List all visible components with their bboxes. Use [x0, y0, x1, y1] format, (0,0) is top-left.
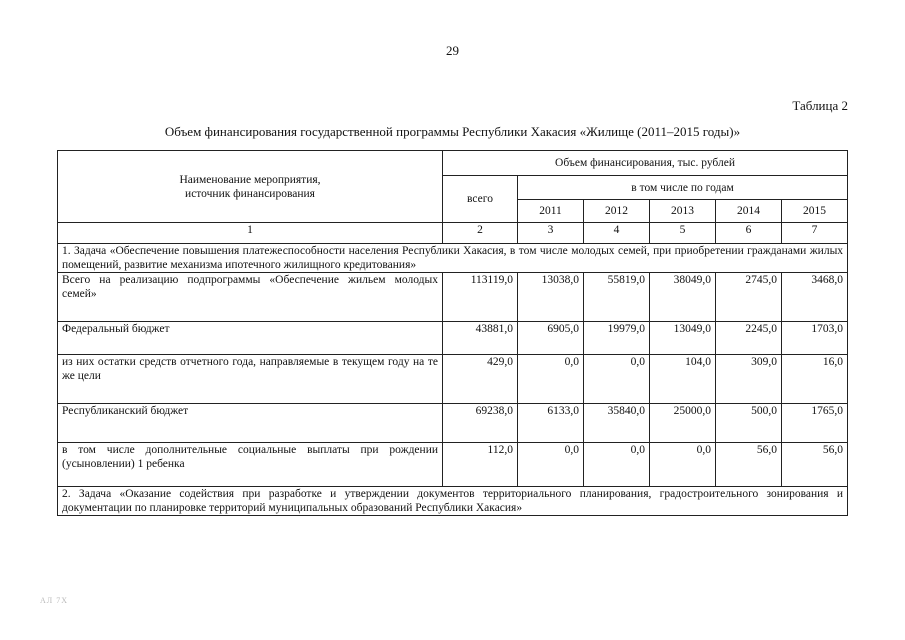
header-row-1: [58, 151, 848, 176]
document-title: Объем финансирования государственной программы Республики Хакасия «Жилище (2011–2015 годы)»: [164, 124, 741, 139]
task-2-row: [58, 487, 848, 516]
row-value: 16,0: [782, 355, 848, 404]
column-number: 3: [518, 223, 584, 244]
row-value: 2745,0: [716, 273, 782, 322]
row-value: 1765,0: [782, 404, 848, 443]
header-year-2014: 2014: [716, 200, 782, 223]
row-value: 35840,0: [584, 404, 650, 443]
row-value: 2245,0: [716, 322, 782, 355]
row-value: 13038,0: [518, 273, 584, 322]
column-number: 6: [716, 223, 782, 244]
task-1-row: [58, 244, 848, 273]
row-value: 104,0: [650, 355, 716, 404]
row-value: 55819,0: [584, 273, 650, 322]
header-by-years: в том числе по годам: [518, 176, 848, 200]
column-number: 4: [584, 223, 650, 244]
column-number: 2: [443, 223, 518, 244]
page-number: 29: [446, 43, 459, 58]
table-row: [58, 404, 848, 443]
table-row: [58, 273, 848, 322]
task-1-text: 1. Задача «Обеспечение повышения платежеспособности населения Республики Хакасия, в том числе молодых семей, при приобретении гражданами жилых помещений, развитие механизма ипотечного жилищного кредитования»: [58, 244, 848, 273]
header-year-2015: 2015: [782, 200, 848, 223]
row-value: 0,0: [584, 443, 650, 487]
column-numbers-row: [58, 223, 848, 244]
row-value: 6133,0: [518, 404, 584, 443]
row-name: Республиканский бюджет: [58, 404, 443, 443]
row-name: из них остатки средств отчетного года, направляемые в текущем году на те же цели: [58, 355, 443, 404]
row-value: 56,0: [716, 443, 782, 487]
column-number: 7: [782, 223, 848, 244]
row-value: 0,0: [518, 443, 584, 487]
row-value: 38049,0: [650, 273, 716, 322]
table-row: [58, 322, 848, 355]
row-value: 0,0: [518, 355, 584, 404]
row-value: 0,0: [650, 443, 716, 487]
financing-table: [57, 150, 848, 516]
row-value: 500,0: [716, 404, 782, 443]
row-value: 309,0: [716, 355, 782, 404]
row-value: 3468,0: [782, 273, 848, 322]
row-value: 1703,0: [782, 322, 848, 355]
row-value: 13049,0: [650, 322, 716, 355]
header-total: всего: [443, 176, 518, 223]
task-2-text: 2. Задача «Оказание содействия при разработке и утверждении документов территориального планирования, градостроительного зонирования и документации по планировке территорий муниципальных образований Республики Хакасия»: [58, 487, 848, 516]
header-name-line: Наименование мероприятия, источник финансирования: [179, 173, 321, 200]
row-name: Федеральный бюджет: [58, 322, 443, 355]
row-value: 69238,0: [443, 404, 518, 443]
footer-mark: АЛ 7Х: [40, 596, 68, 605]
table-label: Таблица 2: [792, 98, 848, 113]
row-value: 6905,0: [518, 322, 584, 355]
table-row: [58, 443, 848, 487]
table-row: [58, 355, 848, 404]
header-year-2012: 2012: [584, 200, 650, 223]
column-number: 5: [650, 223, 716, 244]
row-name: Всего на реализацию подпрограммы «Обеспечение жильем молодых семей»: [58, 273, 443, 322]
header-year-2011: 2011: [518, 200, 584, 223]
row-value: 25000,0: [650, 404, 716, 443]
header-year-2013: 2013: [650, 200, 716, 223]
row-name: в том числе дополнительные социальные выплаты при рождении (усыновлении) 1 ребенка: [58, 443, 443, 487]
row-value: 112,0: [443, 443, 518, 487]
row-value: 19979,0: [584, 322, 650, 355]
row-value: 43881,0: [443, 322, 518, 355]
header-name-column: [58, 151, 443, 223]
column-number: 1: [58, 223, 443, 244]
row-value: 0,0: [584, 355, 650, 404]
header-funding: Объем финансирования, тыс. рублей: [443, 151, 848, 176]
row-value: 56,0: [782, 443, 848, 487]
row-value: 113119,0: [443, 273, 518, 322]
row-value: 429,0: [443, 355, 518, 404]
